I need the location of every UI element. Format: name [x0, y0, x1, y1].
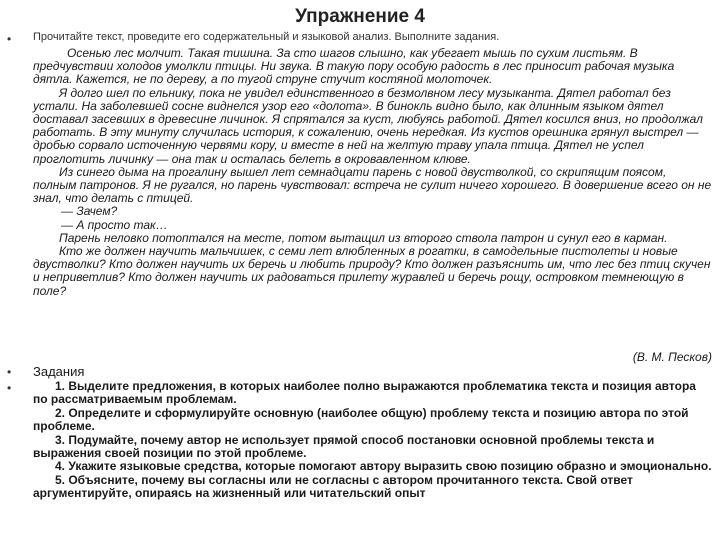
bullet-marker: •	[7, 32, 12, 46]
task-item: 1. Выделите предложения, в которых наиболее полно выражаются проблематика текста и позиция автора по рассматриваемым проблемам.	[33, 379, 696, 407]
page-title: Упражнение 4	[295, 6, 425, 27]
tasks-list	[33, 380, 713, 501]
instruction-text: Прочитайте текст, проведите его содержательный и языковой анализ. Выполните задания.	[33, 31, 500, 43]
story-paragraph: Парень неловко потоптался на месте, потом вытащил из второго ствола патрон и сунул его в карман.	[59, 230, 668, 245]
story-paragraph: Осенью лес молчит. Такая тишина. За сто шагов слышно, как убегает мышь по сухим листьям. В предчувствии холодов умолкли птицы. Ни звука. В такую пору особую радость в лес приносит рабочая музыка дятла. Кажется, не по дереву, а по тугой струне стучит костяной молоточек.	[33, 46, 675, 87]
dialogue-line: — Зачем?	[61, 204, 118, 219]
story-paragraph: Кто же должен научить мальчишек, с семи лет влюбленных в рогатки, в самодельные пистолеты и новые двустволки? Кто должен научить их беречь и любить природу? Кто должен разъяснить им, что лес без птиц скучен и неприветлив? Кто должен научить их радоваться прилету журавлей и беречь рощу, островком темнеющую в поле?	[33, 244, 711, 298]
bullet-marker: •	[7, 365, 12, 379]
bullet-marker: •	[7, 381, 12, 395]
task-item: 4. Укажите языковые средства, которые помогают автору выразить свою позицию образно и эмоционально.	[55, 459, 712, 474]
task-item: 2. Определите и сформулируйте основную (наиболее общую) проблему текста и позицию автора по этой проблеме.	[33, 405, 689, 434]
author-attribution: (В. М. Песков)	[632, 350, 712, 364]
tasks-heading: Задания	[33, 364, 85, 379]
story-text	[33, 47, 713, 298]
story-paragraph: Я долго шел по ельнику, пока не увидел единственного в безмолвном лесу музыканта. Дятел работал без устали. На заболевшей сосне виднелся узор его «долота». В бинокль видно было, как длинным языком дятел доставал засевших в древесине личинок. Я спрятался за куст, любуясь работой. Дятел косился вниз, но продолжал работать. В эту минуту случилась история, к сожалению, очень нередкая. Из кустов орешника грянул выстрел — дробью сорвало источенную червями кору, и вместе в ней на желтую траву упала птица. Дятел не успел проглотить личинку — она так и осталась белеть в окровавленном клюве.	[33, 85, 703, 166]
task-item: 5. Объясните, почему вы согласны или не согласны с автором прочитанного текста. Свой ответ аргументируйте, опираясь на жизненный или читательский опыт	[33, 472, 633, 501]
dialogue-line: — А просто так…	[61, 217, 168, 232]
story-paragraph: Из синего дыма на прогалину вышел лет семнадцати парень с новой двустволкой, со скрипящим поясом, полным патронов. Я не ругался, но парень чувствовал: встреча не сулит ничего хорошего. В довершение всего он не знал, что делать с птицей.	[33, 164, 712, 206]
task-item: 3. Подумайте, почему автор не использует прямой способ постановки основной проблемы текста и выражения своей позиции по этой проблеме.	[33, 432, 655, 461]
